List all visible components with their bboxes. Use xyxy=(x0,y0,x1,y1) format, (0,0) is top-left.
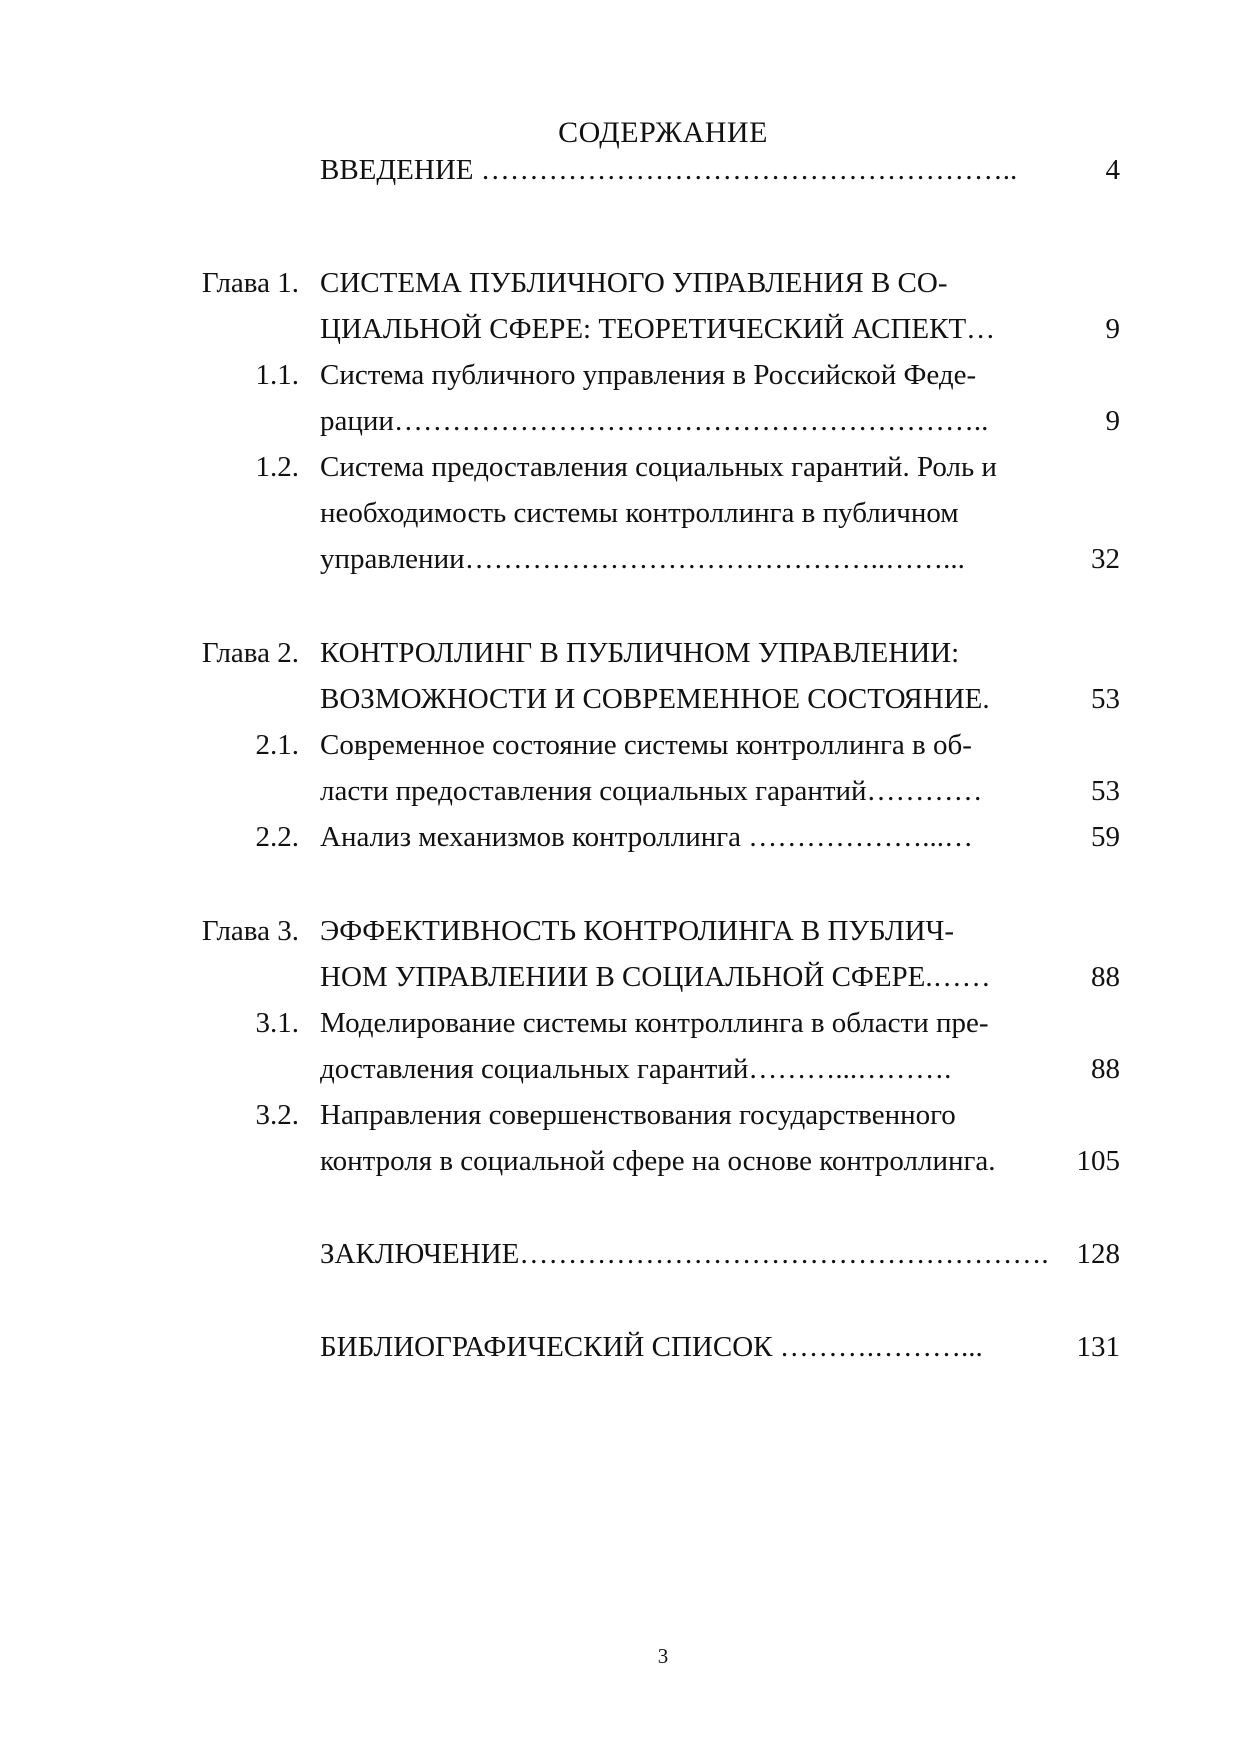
toc-s21-line2: ласти предоставления социальных гарантий………… xyxy=(320,775,983,807)
toc-s11-line1: Система публичного управления в Российской Феде- xyxy=(320,359,977,391)
toc-ch3-label: Глава 3. xyxy=(201,915,299,947)
toc-intro-text: ВВЕДЕНИЕ ……………………………………………….. xyxy=(320,154,1018,186)
toc-s32-line1: Направления совершенствования государственного xyxy=(320,1099,956,1131)
toc-s32-label: 3.2. xyxy=(255,1099,299,1131)
toc-s12-line2: необходимость системы контроллинга в публичном xyxy=(320,497,959,529)
toc-conclusion-page: 128 xyxy=(1076,1238,1120,1270)
toc-s31-page: 88 xyxy=(1091,1053,1120,1085)
toc-s22-line1: Анализ механизмов контроллинга ………………...… xyxy=(320,821,974,853)
toc-s32-page: 105 xyxy=(1076,1145,1120,1177)
toc-s22-page: 59 xyxy=(1091,821,1120,853)
toc-ch2-line1: КОНТРОЛЛИНГ В ПУБЛИЧНОМ УПРАВЛЕНИИ: xyxy=(320,637,960,669)
toc-bibliography-text: БИБЛИОГРАФИЧЕСКИЙ СПИСОК ……….………... xyxy=(320,1331,983,1363)
toc-ch2-label: Глава 2. xyxy=(201,637,299,669)
toc-ch2-page: 53 xyxy=(1091,683,1120,715)
toc-s32-line2: контроля в социальной сфере на основе контроллинга. xyxy=(320,1145,996,1177)
toc-s12-label: 1.2. xyxy=(255,451,299,483)
toc-s12-page: 32 xyxy=(1091,543,1120,575)
toc-ch3-page: 88 xyxy=(1091,961,1120,993)
toc-ch3-line2: НОМ УПРАВЛЕНИИ В СОЦИАЛЬНОЙ СФЕРЕ.…… xyxy=(320,961,991,993)
toc-ch1-page: 9 xyxy=(1105,313,1120,345)
toc-s31-line1: Моделирование системы контроллинга в области пре- xyxy=(320,1007,989,1039)
toc-ch1-line1: СИСТЕМА ПУБЛИЧНОГО УПРАВЛЕНИЯ В СО- xyxy=(320,267,948,299)
toc-ch2-line2: ВОЗМОЖНОСТИ И СОВРЕМЕННОЕ СОСТОЯНИЕ. xyxy=(320,683,990,715)
toc-s11-label: 1.1. xyxy=(255,359,299,391)
toc-s31-label: 3.1. xyxy=(255,1007,299,1039)
page-number: 3 xyxy=(657,1644,669,1668)
toc-s11-line2: рации…………………………………………………….. xyxy=(320,405,989,437)
toc-title: СОДЕРЖАНИЕ xyxy=(558,116,768,149)
toc-ch3-line1: ЭФФЕКТИВНОСТЬ КОНТРОЛИНГА В ПУБЛИЧ- xyxy=(320,915,955,947)
toc-intro-page: 4 xyxy=(1105,154,1120,186)
toc-s11-page: 9 xyxy=(1105,405,1120,437)
toc-s12-line1: Система предоставления социальных гарантий. Роль и xyxy=(320,451,997,483)
toc-s21-line1: Современное состояние системы контроллинга в об- xyxy=(320,729,972,761)
toc-s21-page: 53 xyxy=(1091,775,1120,807)
toc-s12-line3: управлении……………………………………..……... xyxy=(320,543,965,575)
toc-bibliography-page: 131 xyxy=(1076,1331,1120,1363)
toc-s31-line2: доставления социальных гарантий………...………. xyxy=(320,1053,952,1085)
toc-ch1-label: Глава 1. xyxy=(201,267,299,299)
toc-s21-label: 2.1. xyxy=(255,729,299,761)
toc-conclusion-text: ЗАКЛЮЧЕНИЕ………………………………………………. xyxy=(320,1238,1049,1270)
toc-s22-label: 2.2. xyxy=(255,821,299,853)
toc-ch1-line2: ЦИАЛЬНОЙ СФЕРЕ: ТЕОРЕТИЧЕСКИЙ АСПЕКТ… xyxy=(320,313,996,345)
